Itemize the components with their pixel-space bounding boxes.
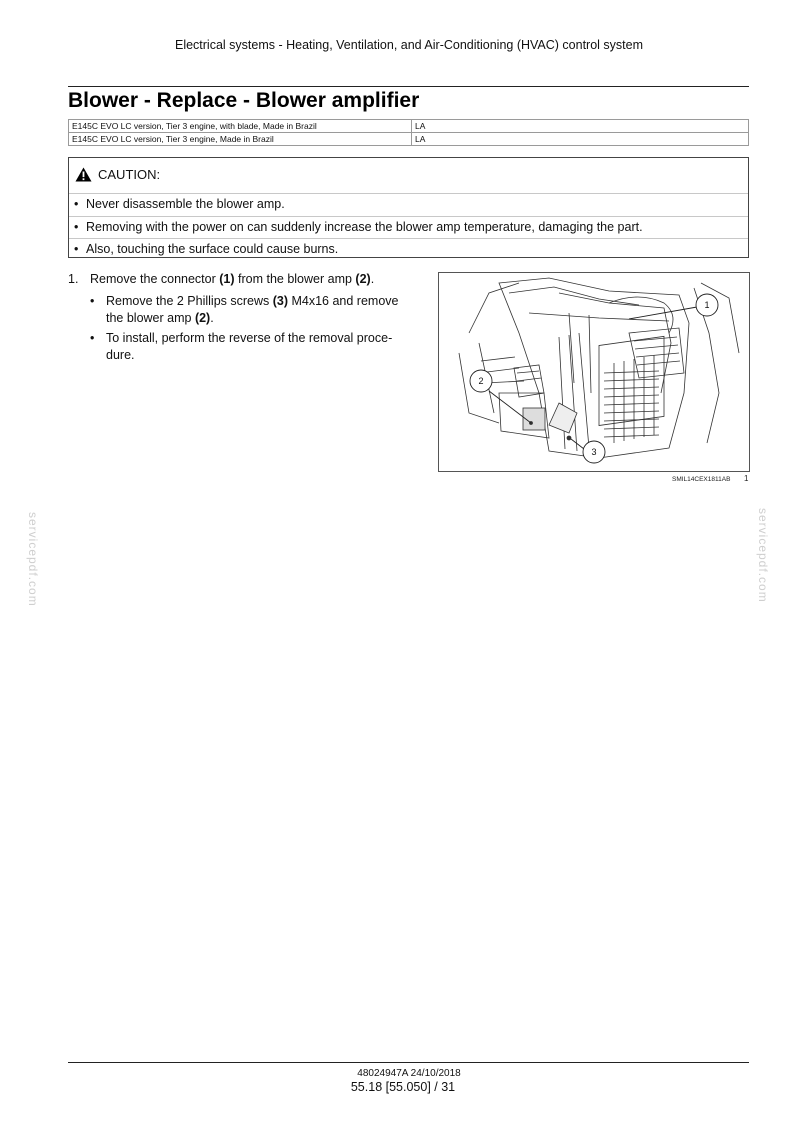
caution-item [69,216,748,239]
footer-page-number: 55.18 [55.050] / 31 [350,1080,456,1094]
caution-header [75,167,160,182]
warning-triangle-icon [75,167,92,182]
watermark-left: servicepdf.com [26,512,40,607]
caution-box [68,157,749,258]
region-cell: LA [412,133,749,146]
step-1-number: 1. [68,272,79,286]
watermark-right: servicepdf.com [756,508,770,603]
region-cell: LA [412,120,749,133]
bullet-icon: • [74,242,79,256]
title-divider [68,86,749,87]
caution-item [69,193,748,216]
blower-amp-figure [438,272,750,472]
blower-assembly-illustration [439,273,749,471]
callout-ref: (2) [355,272,371,286]
caution-item-text: Never disassemble the blower amp. [86,197,285,211]
caution-item-text: Also, touching the surface could cause burns. [86,242,339,256]
footer-divider [68,1062,749,1063]
bullet-icon: • [74,220,79,234]
caution-item [69,238,748,261]
caution-label: CAUTION: [98,167,161,182]
callout-ref: (3) [272,294,289,308]
callout-2-label: 2 [478,376,484,386]
callout-1-label: 1 [704,300,710,310]
table-row [69,120,749,133]
callout-ref: (2) [194,311,211,325]
page-title: Blower - Replace - Blower amplifier [68,89,420,112]
bullet-icon: • [90,331,95,345]
step-1-text: Remove the connector (1) from the blower amp (2). [90,272,375,286]
model-cell: E145C EVO LC version, Tier 3 engine, with blade, Made in Brazil [69,120,412,133]
running-header: Electrical systems - Heating, Ventilation, and Air-Conditioning (HVAC) control system [174,38,643,52]
bullet-icon: • [90,294,95,308]
table-row [69,133,749,146]
callout-ref: (1) [219,272,235,286]
figure-number: 1 [744,474,749,483]
bullet-icon: • [74,197,79,211]
footer-document-id: 48024947A 24/10/2018 [357,1068,461,1079]
model-applicability-table [68,119,749,146]
substep-2-text: To install, perform the reverse of the removal proce- dure. [106,331,393,362]
callout-3-label: 3 [591,447,597,457]
figure-code: SMIL14CEX1811AB [672,476,731,483]
substep-1-text: Remove the 2 Phillips screws (3) M4x16 and remove the blower amp (2). [106,294,399,325]
caution-item-text: Removing with the power on can suddenly increase the blower amp temperature, damaging the part. [86,220,643,234]
model-cell: E145C EVO LC version, Tier 3 engine, Made in Brazil [69,133,412,146]
